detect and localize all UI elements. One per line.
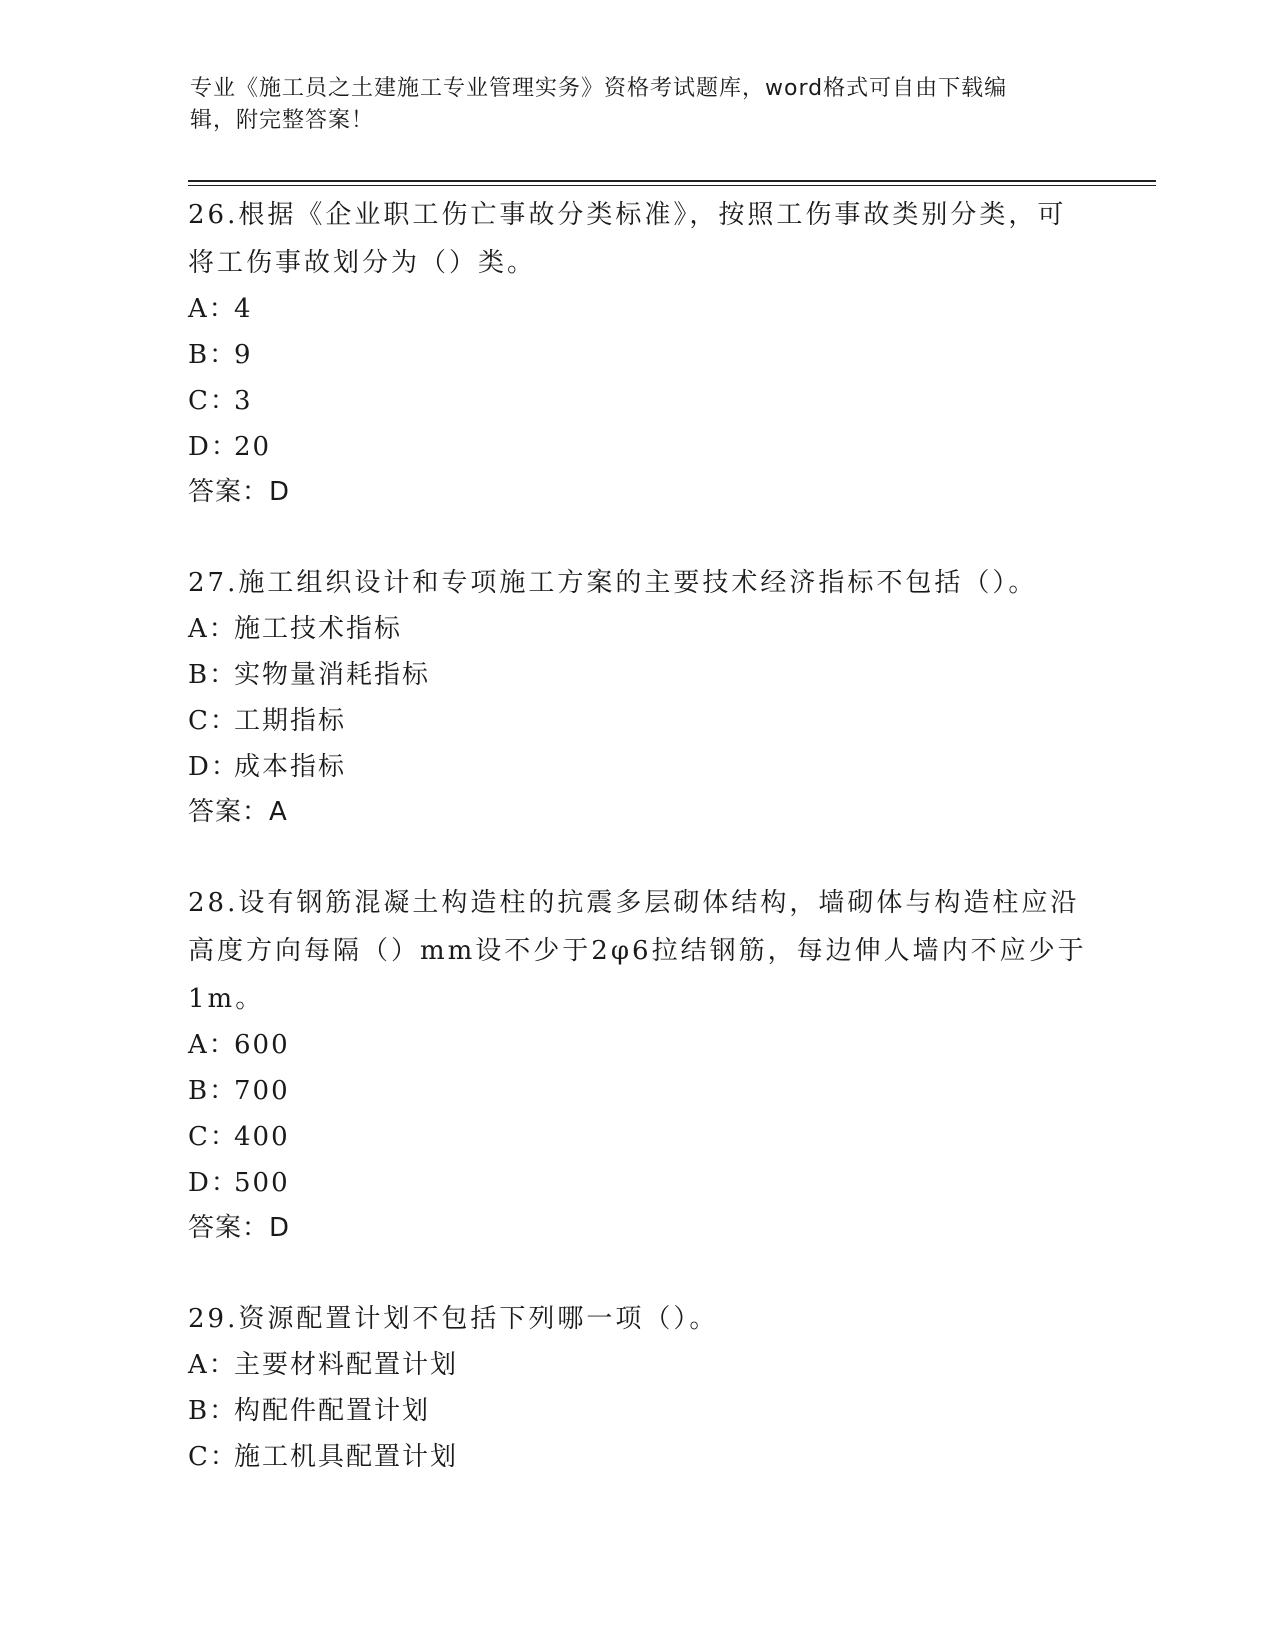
- option-key: D：: [188, 1168, 239, 1198]
- question-stem-line: 高度方向每隔（）mm设不少于2φ6拉结钢筋，每边伸人墙内不应少于: [188, 936, 1087, 966]
- option-text: 600: [234, 1030, 290, 1060]
- option-key: C：: [188, 1122, 238, 1152]
- option-key: A：: [188, 614, 237, 644]
- option-key: B：: [188, 1076, 238, 1106]
- question-stem-line: 27.施工组织设计和专项施工方案的主要技术经济指标不包括（）。: [188, 568, 1038, 598]
- option-key: D：: [188, 752, 239, 782]
- option-key: D：: [188, 432, 239, 462]
- header-line-1: 专业《施工员之土建施工专业管理实务》资格考试题库，word格式可自由下载编: [190, 76, 1008, 101]
- option-text: 施工技术指标: [234, 614, 403, 644]
- option-b: [188, 652, 1088, 698]
- option-text: 20: [234, 432, 272, 462]
- header-divider-thin: [188, 185, 1156, 186]
- option-text: 700: [234, 1076, 290, 1106]
- question-stem-line: 26.根据《企业职工伤亡事故分类标准》，按照工伤事故类别分类，可: [188, 200, 1067, 230]
- option-d: [188, 1160, 1088, 1206]
- option-d: [188, 424, 1088, 470]
- answer-line: 答案：A: [188, 797, 288, 827]
- option-b: [188, 1388, 1088, 1434]
- document-header: [190, 73, 1080, 137]
- option-text: 4: [234, 294, 253, 324]
- question-gap: [188, 514, 1088, 558]
- question-gap: [188, 1250, 1088, 1294]
- option-text: 400: [234, 1122, 290, 1152]
- option-text: 构配件配置计划: [234, 1396, 431, 1426]
- question-27: [188, 558, 1088, 834]
- option-c: [188, 1434, 1088, 1480]
- option-a: [188, 1342, 1088, 1388]
- option-key: A：: [188, 1030, 237, 1060]
- option-text: 主要材料配置计划: [234, 1350, 459, 1380]
- option-a: [188, 1022, 1088, 1068]
- option-key: B：: [188, 1396, 238, 1426]
- option-text: 9: [234, 340, 253, 370]
- header-line-2: 辑，附完整答案！: [190, 108, 375, 133]
- option-key: B：: [188, 660, 238, 690]
- option-text: 工期指标: [234, 706, 347, 736]
- option-text: 实物量消耗指标: [234, 660, 431, 690]
- option-key: C：: [188, 1442, 238, 1472]
- option-a: [188, 606, 1088, 652]
- option-c: [188, 698, 1088, 744]
- option-d: [188, 744, 1088, 790]
- question-gap: [188, 834, 1088, 878]
- option-key: A：: [188, 294, 237, 324]
- question-stem-line: 28.设有钢筋混凝土构造柱的抗震多层砌体结构，墙砌体与构造柱应沿: [188, 888, 1080, 918]
- option-text: 施工机具配置计划: [234, 1442, 459, 1472]
- option-text: 500: [234, 1168, 290, 1198]
- option-key: C：: [188, 386, 238, 416]
- option-b: [188, 332, 1088, 378]
- option-c: [188, 1114, 1088, 1160]
- option-key: B：: [188, 340, 238, 370]
- answer-line: 答案：D: [188, 1213, 291, 1243]
- option-b: [188, 1068, 1088, 1114]
- option-c: [188, 378, 1088, 424]
- header-divider-thick: [188, 180, 1156, 182]
- question-26: [188, 190, 1088, 514]
- answer-line: 答案：D: [188, 477, 291, 507]
- option-text: 成本指标: [234, 752, 347, 782]
- question-28: [188, 878, 1088, 1250]
- option-text: 3: [234, 386, 253, 416]
- option-a: [188, 286, 1088, 332]
- question-29: [188, 1294, 1088, 1480]
- question-stem-line: 1m。: [188, 984, 265, 1014]
- option-key: C：: [188, 706, 238, 736]
- question-stem-line: 将工伤事故划分为（）类。: [188, 248, 537, 278]
- question-stem-line: 29.资源配置计划不包括下列哪一项（）。: [188, 1304, 719, 1334]
- question-list: [188, 190, 1088, 1480]
- option-key: A：: [188, 1350, 237, 1380]
